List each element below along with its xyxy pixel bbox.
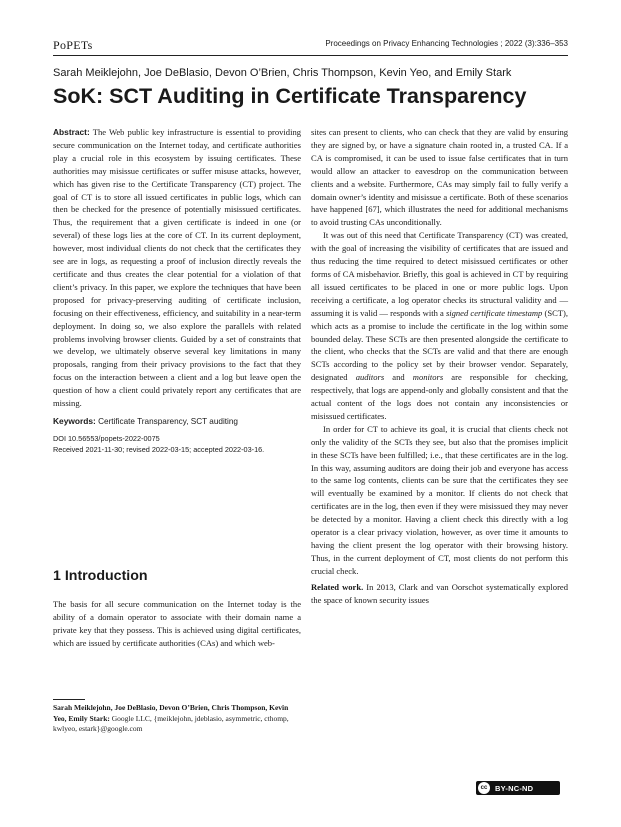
header-rule bbox=[53, 55, 568, 56]
p2-text-a: It was out of this need that Certificate Transparency (CT) was created, with the goal of increasing the visibility of certificates that are issued and thus reducing the time required to detect misissued certificates or other forms of CA misbehavior. Briefly, this goal is achieved in CT by requiring all issued certificates to be placed in one or more public logs. Upon receiving a certificate, a log operator checks its structural validity and — assuming it is valid — responds with a bbox=[311, 230, 568, 318]
introduction-text bbox=[53, 598, 301, 650]
p2-text-e: and bbox=[384, 372, 413, 383]
proceedings-citation: Proceedings on Privacy Enhancing Technologies ; 2022 (3):336–353 bbox=[325, 39, 568, 48]
related-work bbox=[311, 581, 568, 607]
cc-icon: cc bbox=[478, 782, 490, 794]
author-list: Sarah Meiklejohn, Joe DeBlasio, Devon O’Brien, Chris Thompson, Kevin Yeo, and Emily Stark bbox=[53, 67, 512, 79]
p2-text-g: are responsible for checking, respectively, that logs are append-only and globally consistent and that the actual content of the logs does not contain any inconsistencies or misissued certificates. bbox=[311, 372, 568, 421]
p2-term-monitors: monitors bbox=[412, 372, 444, 383]
cc-license-badge bbox=[476, 781, 560, 795]
abstract bbox=[53, 126, 301, 410]
p2-term-auditors: auditors bbox=[355, 372, 385, 383]
paper-title: SoK: SCT Auditing in Certificate Transparency bbox=[53, 84, 527, 108]
footnote-names: Sarah Meiklejohn, Joe DeBlasio, Devon O’Brien, Chris Thompson, Kevin Yeo, Emily Stark: bbox=[53, 703, 289, 723]
right-column bbox=[311, 126, 568, 607]
abstract-text: The Web public key infrastructure is essential to providing secure communication on the Internet today, and certificate authorities play a crucial role in this ecosystem by issuing certificates. These authorities may misissue certificates or suffer misuse attacks, however, which has given rise to the Certificate Transparency (CT) project. The goal of CT is to store all issued certificates in public logs, which can then be checked for the presence of potentially misissued certificates. Thus, the requirement that a given certificate is indeed in one (or several) of these logs lies at the core of CT. In its current deployment, however, most individual clients do not check that the certificates they see are in logs, as requesting a proof of inclusion directly reveals the certificate and thus creates the clear potential for a violation of that client’s privacy. In this paper, we explore the techniques that have been proposed for privacy-preserving auditing of certificate inclusion, focusing on their effectiveness, efficiency, and suitability in a near-term deployment. In doing so, we also explore the parallels with related problems involving browser clients. Guided by a set of constraints that we develop, we ultimately observe several key limitations in many proposals, ranging from their privacy provisions to the fact that they focus on the interaction between a client and a log but leave open the question of how a client could privately report any certificates that are missing. bbox=[53, 127, 301, 409]
left-column bbox=[53, 126, 301, 455]
right-paragraph-3: In order for CT to achieve its goal, it is crucial that clients check not only the validity of the SCTs they see, but also that the promises implicit in these SCTs have been fulfilled; i.e., that these certificates are in the log. In this way, assuming auditors are doing their job and everyone has access to the same log contents, clients can be sure that the certificates they see will eventually be examined by a monitor. If clients do not check that certificates are in the log, then even if they were misissued they may never be detected by a monitor. Having a client check this directly with a log operator is a clear privacy violation, however, as over time it amounts to having the client present the log operator with their browsing history. Thus, in the current deployment of CT, most clients do not perform this crucial check. bbox=[311, 423, 568, 576]
author-footnote bbox=[53, 703, 301, 735]
keywords-text: Certificate Transparency, SCT auditing bbox=[98, 416, 238, 426]
journal-name: PoPETs bbox=[53, 38, 93, 52]
p2-text-c: (SCT), which acts as a promise to include the certificate in the log within some bounded delay. These SCTs are then presented alongside the certificate to the client, who checks that the SCTs are valid and that there are enough SCTs according to the policy set by their browser vendor. Separately, designated bbox=[311, 307, 568, 383]
intro-paragraph: The basis for all secure communication on the Internet today is the ability of a domain operator to associate with their domain name a private key that they possess. This is achieved using digital certificates, which are issued by certificate authorities (CAs) and which web- bbox=[53, 599, 301, 648]
received-dates: Received 2021-11-30; revised 2022-03-15; accepted 2022-03-16. bbox=[53, 444, 265, 454]
doi: DOI 10.56553/popets-2022-0075 bbox=[53, 433, 160, 443]
footnote-affiliation: Google LLC, {meiklejohn, jdeblasio, asymmetric, cthomp, kwlyeo, estark}@google.com bbox=[53, 713, 289, 734]
related-work-label: Related work. bbox=[311, 581, 364, 592]
related-work-text: In 2013, Clark and van Oorschot systematically explored the space of known security issues bbox=[311, 581, 568, 605]
license-label: BY-NC-ND bbox=[495, 783, 534, 793]
footnote-rule bbox=[53, 699, 85, 700]
p2-term-sct: signed certificate timestamp bbox=[445, 307, 543, 318]
abstract-label: Abstract: bbox=[53, 127, 90, 137]
keywords bbox=[53, 415, 301, 429]
keywords-label: Keywords: bbox=[53, 415, 96, 426]
right-paragraph-2 bbox=[311, 229, 568, 423]
running-header bbox=[53, 38, 568, 52]
section-heading-introduction: 1 Introduction bbox=[53, 568, 148, 584]
right-paragraph-1: sites can present to clients, who can check that they are valid by ensuring they are signed by, or have a signature chain rooted in, a trusted CA. If a CA is compromised, it can be used to issue false certificates that in turn would allow an attacker to eavesdrop on the communication between clients and a website. Furthermore, CAs may simply fail to fully verify a domain owner’s identity and misissue a certificate. Both of these scenarios have happened [67], which illustrates the need for additional mechanisms to avoid trusting CAs unconditionally. bbox=[311, 127, 568, 228]
